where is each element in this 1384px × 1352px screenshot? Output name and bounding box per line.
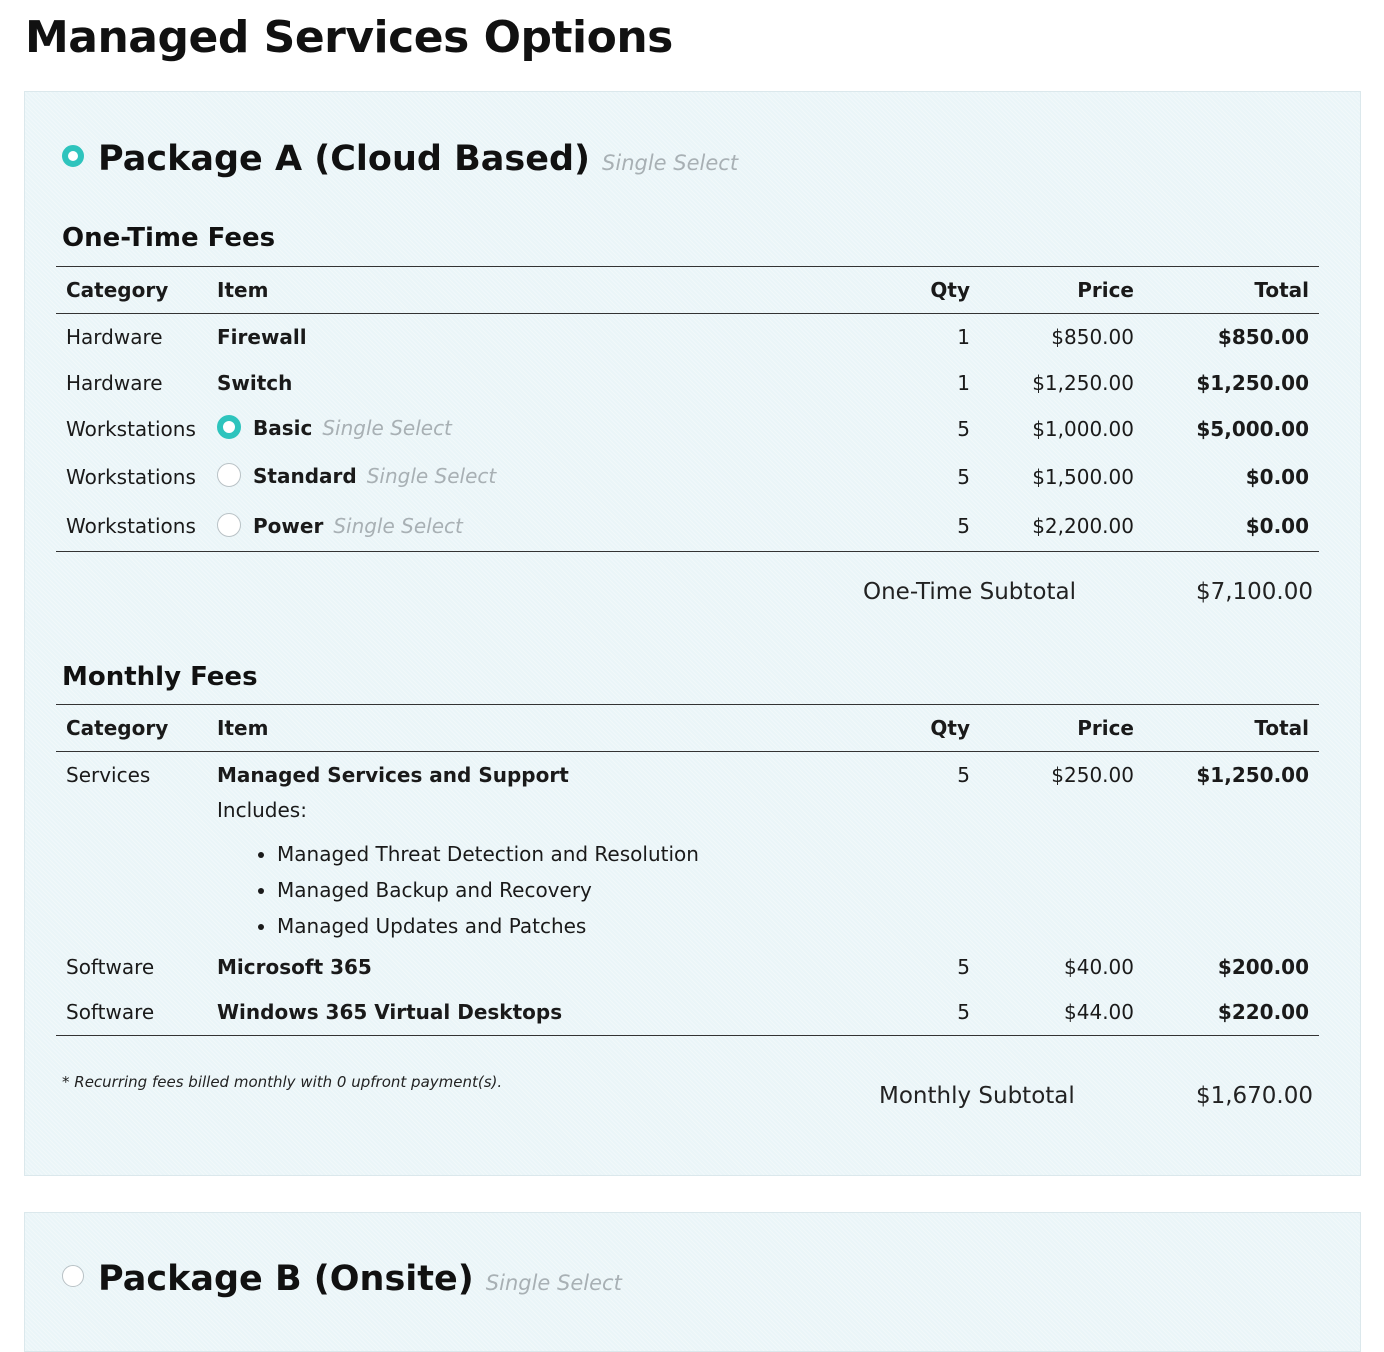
cell-item: Microsoft 365	[217, 954, 372, 979]
package-b-panel	[24, 1212, 1361, 1352]
includes-label: Includes:	[217, 797, 307, 822]
table-row	[56, 752, 1319, 798]
list-item: • Managed Backup and Recovery	[277, 872, 817, 908]
cell-item-option[interactable]	[207, 452, 827, 502]
column-header-total: Total	[1144, 705, 1319, 752]
cell-qty: 5	[957, 762, 970, 787]
package-a-panel	[24, 91, 1361, 1176]
package-b-header[interactable]	[62, 1259, 622, 1299]
list-item: • Managed Threat Detection and Resolution	[277, 836, 817, 872]
column-header-qty: Qty	[827, 705, 980, 752]
cell-qty: 1	[957, 370, 970, 395]
package-a-title: Package A (Cloud Based)	[98, 139, 591, 179]
monthly-fees-heading: Monthly Fees	[62, 662, 258, 692]
cell-item: Windows 365 Virtual Desktops	[207, 990, 827, 1036]
option-label: Standard	[253, 463, 357, 488]
column-header-item: Item	[207, 705, 827, 752]
cell-category: Software	[56, 990, 207, 1036]
includes-list	[277, 836, 817, 944]
cell-total: $220.00	[1144, 990, 1319, 1036]
cell-total: $0.00	[1144, 502, 1319, 552]
monthly-subtotal-label: Monthly Subtotal	[879, 1083, 1075, 1109]
column-header-price: Price	[980, 705, 1144, 752]
package-a-radio[interactable]	[62, 145, 84, 167]
cell-total: $200.00	[1217, 954, 1309, 979]
cell-total: $1,250.00	[1196, 370, 1309, 395]
table-row	[56, 452, 1319, 502]
option-label: Basic	[253, 415, 313, 440]
cell-category: Workstations	[56, 502, 207, 552]
column-header-price: Price	[980, 267, 1144, 314]
cell-category: Services	[66, 762, 151, 787]
package-b-radio[interactable]	[62, 1265, 84, 1287]
cell-price: $2,200.00	[980, 502, 1144, 552]
workstation-power-radio[interactable]	[217, 513, 241, 537]
cell-item: Managed Services and Support	[217, 762, 569, 787]
cell-item-option[interactable]	[207, 406, 827, 452]
cell-qty: 5	[957, 954, 970, 979]
table-row	[56, 944, 1319, 990]
option-label: Power	[253, 513, 324, 538]
column-header-total: Total	[1144, 267, 1319, 314]
monthly-subtotal-value: $1,670.00	[1195, 1083, 1313, 1109]
table-row	[56, 502, 1319, 552]
one-time-fees-table	[56, 266, 1319, 552]
package-a-header[interactable]	[62, 139, 738, 179]
cell-total: $1,250.00	[1196, 762, 1309, 787]
one-time-fees-heading: One-Time Fees	[62, 223, 276, 253]
table-row	[56, 360, 1319, 406]
cell-item-option[interactable]	[207, 502, 827, 552]
option-select-hint: Single Select	[366, 463, 497, 488]
cell-category: Hardware	[66, 324, 163, 349]
cell-total: $5,000.00	[1196, 416, 1309, 441]
one-time-subtotal-value: $7,100.00	[1195, 579, 1313, 605]
cell-qty: 5	[827, 990, 980, 1036]
column-header-category: Category	[56, 267, 207, 314]
recurring-fees-note: * Recurring fees billed monthly with 0 upfront payment(s).	[62, 1073, 503, 1091]
column-header-item: Item	[207, 267, 827, 314]
cell-qty: 5	[957, 464, 970, 489]
cell-category: Workstations	[66, 464, 196, 489]
cell-price: $1,500.00	[1032, 464, 1134, 489]
includes-block	[207, 798, 827, 944]
table-row	[56, 314, 1319, 360]
cell-item: Firewall	[217, 324, 307, 349]
cell-item: Switch	[217, 370, 293, 395]
cell-total: $850.00	[1217, 324, 1309, 349]
cell-category: Software	[66, 954, 155, 979]
cell-price: $1,000.00	[1032, 416, 1134, 441]
package-b-select-hint: Single Select	[485, 1271, 622, 1295]
column-header-qty: Qty	[827, 267, 980, 314]
cell-qty: 5	[957, 416, 970, 441]
cell-price: $250.00	[1051, 762, 1134, 787]
cell-total: $0.00	[1245, 464, 1309, 489]
one-time-subtotal-label: One-Time Subtotal	[863, 579, 1076, 605]
package-b-title: Package B (Onsite)	[98, 1259, 474, 1299]
list-item: • Managed Updates and Patches	[277, 908, 817, 944]
cell-category: Workstations	[66, 416, 196, 441]
column-header-category: Category	[56, 705, 207, 752]
cell-price: $850.00	[1051, 324, 1134, 349]
includes-row	[56, 798, 1319, 944]
cell-price: $1,250.00	[1032, 370, 1134, 395]
package-a-select-hint: Single Select	[602, 151, 739, 175]
table-row	[56, 406, 1319, 452]
cell-price: $40.00	[1064, 954, 1134, 979]
cell-price: $44.00	[980, 990, 1144, 1036]
option-select-hint: Single Select	[322, 415, 452, 440]
page-title: Managed Services Options	[25, 12, 673, 63]
workstation-standard-radio[interactable]	[217, 463, 241, 487]
workstation-basic-radio[interactable]	[217, 415, 241, 439]
table-row	[56, 990, 1319, 1036]
cell-qty: 1	[957, 324, 970, 349]
cell-category: Hardware	[66, 370, 163, 395]
cell-qty: 5	[827, 502, 980, 552]
option-select-hint: Single Select	[333, 513, 463, 538]
monthly-fees-table	[56, 704, 1319, 1036]
